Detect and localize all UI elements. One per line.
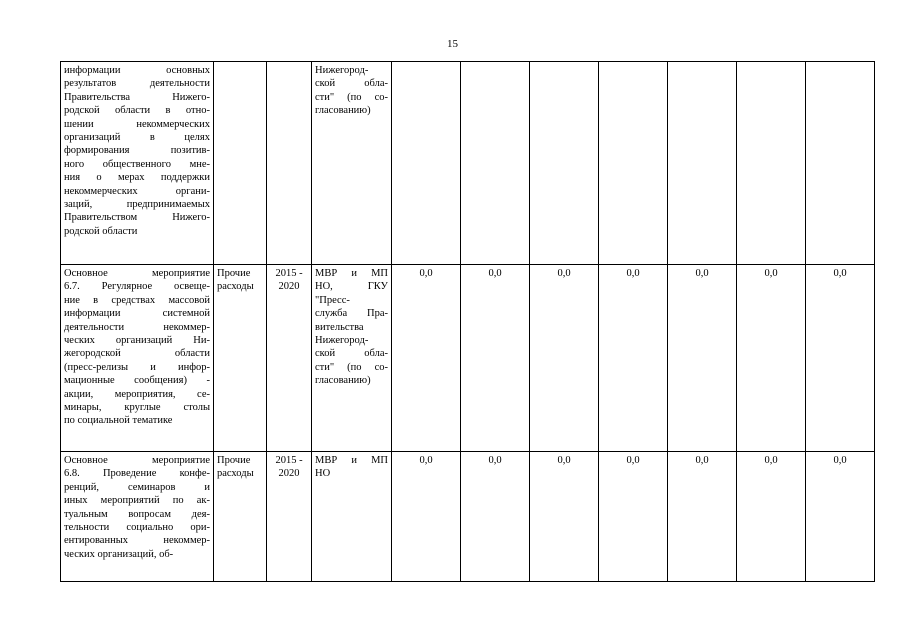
funding-value-cell: 0,0 [599,452,668,582]
funding-value-cell: 0,0 [668,265,737,452]
table-row [61,62,875,265]
funding-value-cell [530,62,599,265]
executor-cell: МВР и МП НО [312,452,392,582]
funding-value-cell [461,62,530,265]
period-cell [267,62,312,265]
funding-value-cell: 0,0 [530,452,599,582]
event-description-cell: Основное мероприятие 6.8. Проведение конфе- ренций, семинаров и иных мероприятий по ак- туальным вопросам дея- тельности социально ори- ентированных некоммер- ческих организаций, об- [61,452,214,582]
funding-value-cell: 0,0 [806,265,875,452]
expense-type-cell: Прочие расходы [214,265,267,452]
funding-value-cell: 0,0 [599,265,668,452]
funding-value-cell [668,62,737,265]
table-row [61,265,875,452]
funding-value-cell: 0,0 [806,452,875,582]
period-cell: 2015 - 2020 [267,265,312,452]
funding-value-cell [599,62,668,265]
funding-value-cell: 0,0 [737,452,806,582]
expense-type-cell: Прочие расходы [214,452,267,582]
funding-value-cell [737,62,806,265]
funding-value-cell: 0,0 [392,265,461,452]
expense-type-cell [214,62,267,265]
funding-value-cell: 0,0 [668,452,737,582]
event-description-cell: информации основных результатов деятельности Правительства Нижего- родской области в отно- шении некоммерческих организаций в целях формирования позитив- ного общественного мне- ния о мерах поддержки некоммерческих органи- заций, предпринимаемых Правительством Нижего- родской области [61,62,214,265]
executor-cell: МВР и МП НО, ГКУ "Пресс- служба Пра- вительства Нижегород- ской обла- сти" (по со- гласованию) [312,265,392,452]
program-table [60,61,875,582]
funding-value-cell [806,62,875,265]
funding-value-cell: 0,0 [737,265,806,452]
page-number: 15 [447,38,458,50]
funding-value-cell: 0,0 [530,265,599,452]
period-cell: 2015 - 2020 [267,452,312,582]
executor-cell: Нижегород- ской обла- сти" (по со- гласованию) [312,62,392,265]
funding-value-cell [392,62,461,265]
event-description-cell: Основное мероприятие 6.7. Регулярное освеще- ние в средствах массовой информации системной деятельности некоммер- ческих организаций Ни- жегородской области (пресс-релизы и инфор- мационные сообщения) - акции, мероприятия, се- минары, круглые столы по социальной тематике [61,265,214,452]
table-row [61,452,875,582]
funding-value-cell: 0,0 [461,452,530,582]
funding-value-cell: 0,0 [392,452,461,582]
funding-value-cell: 0,0 [461,265,530,452]
